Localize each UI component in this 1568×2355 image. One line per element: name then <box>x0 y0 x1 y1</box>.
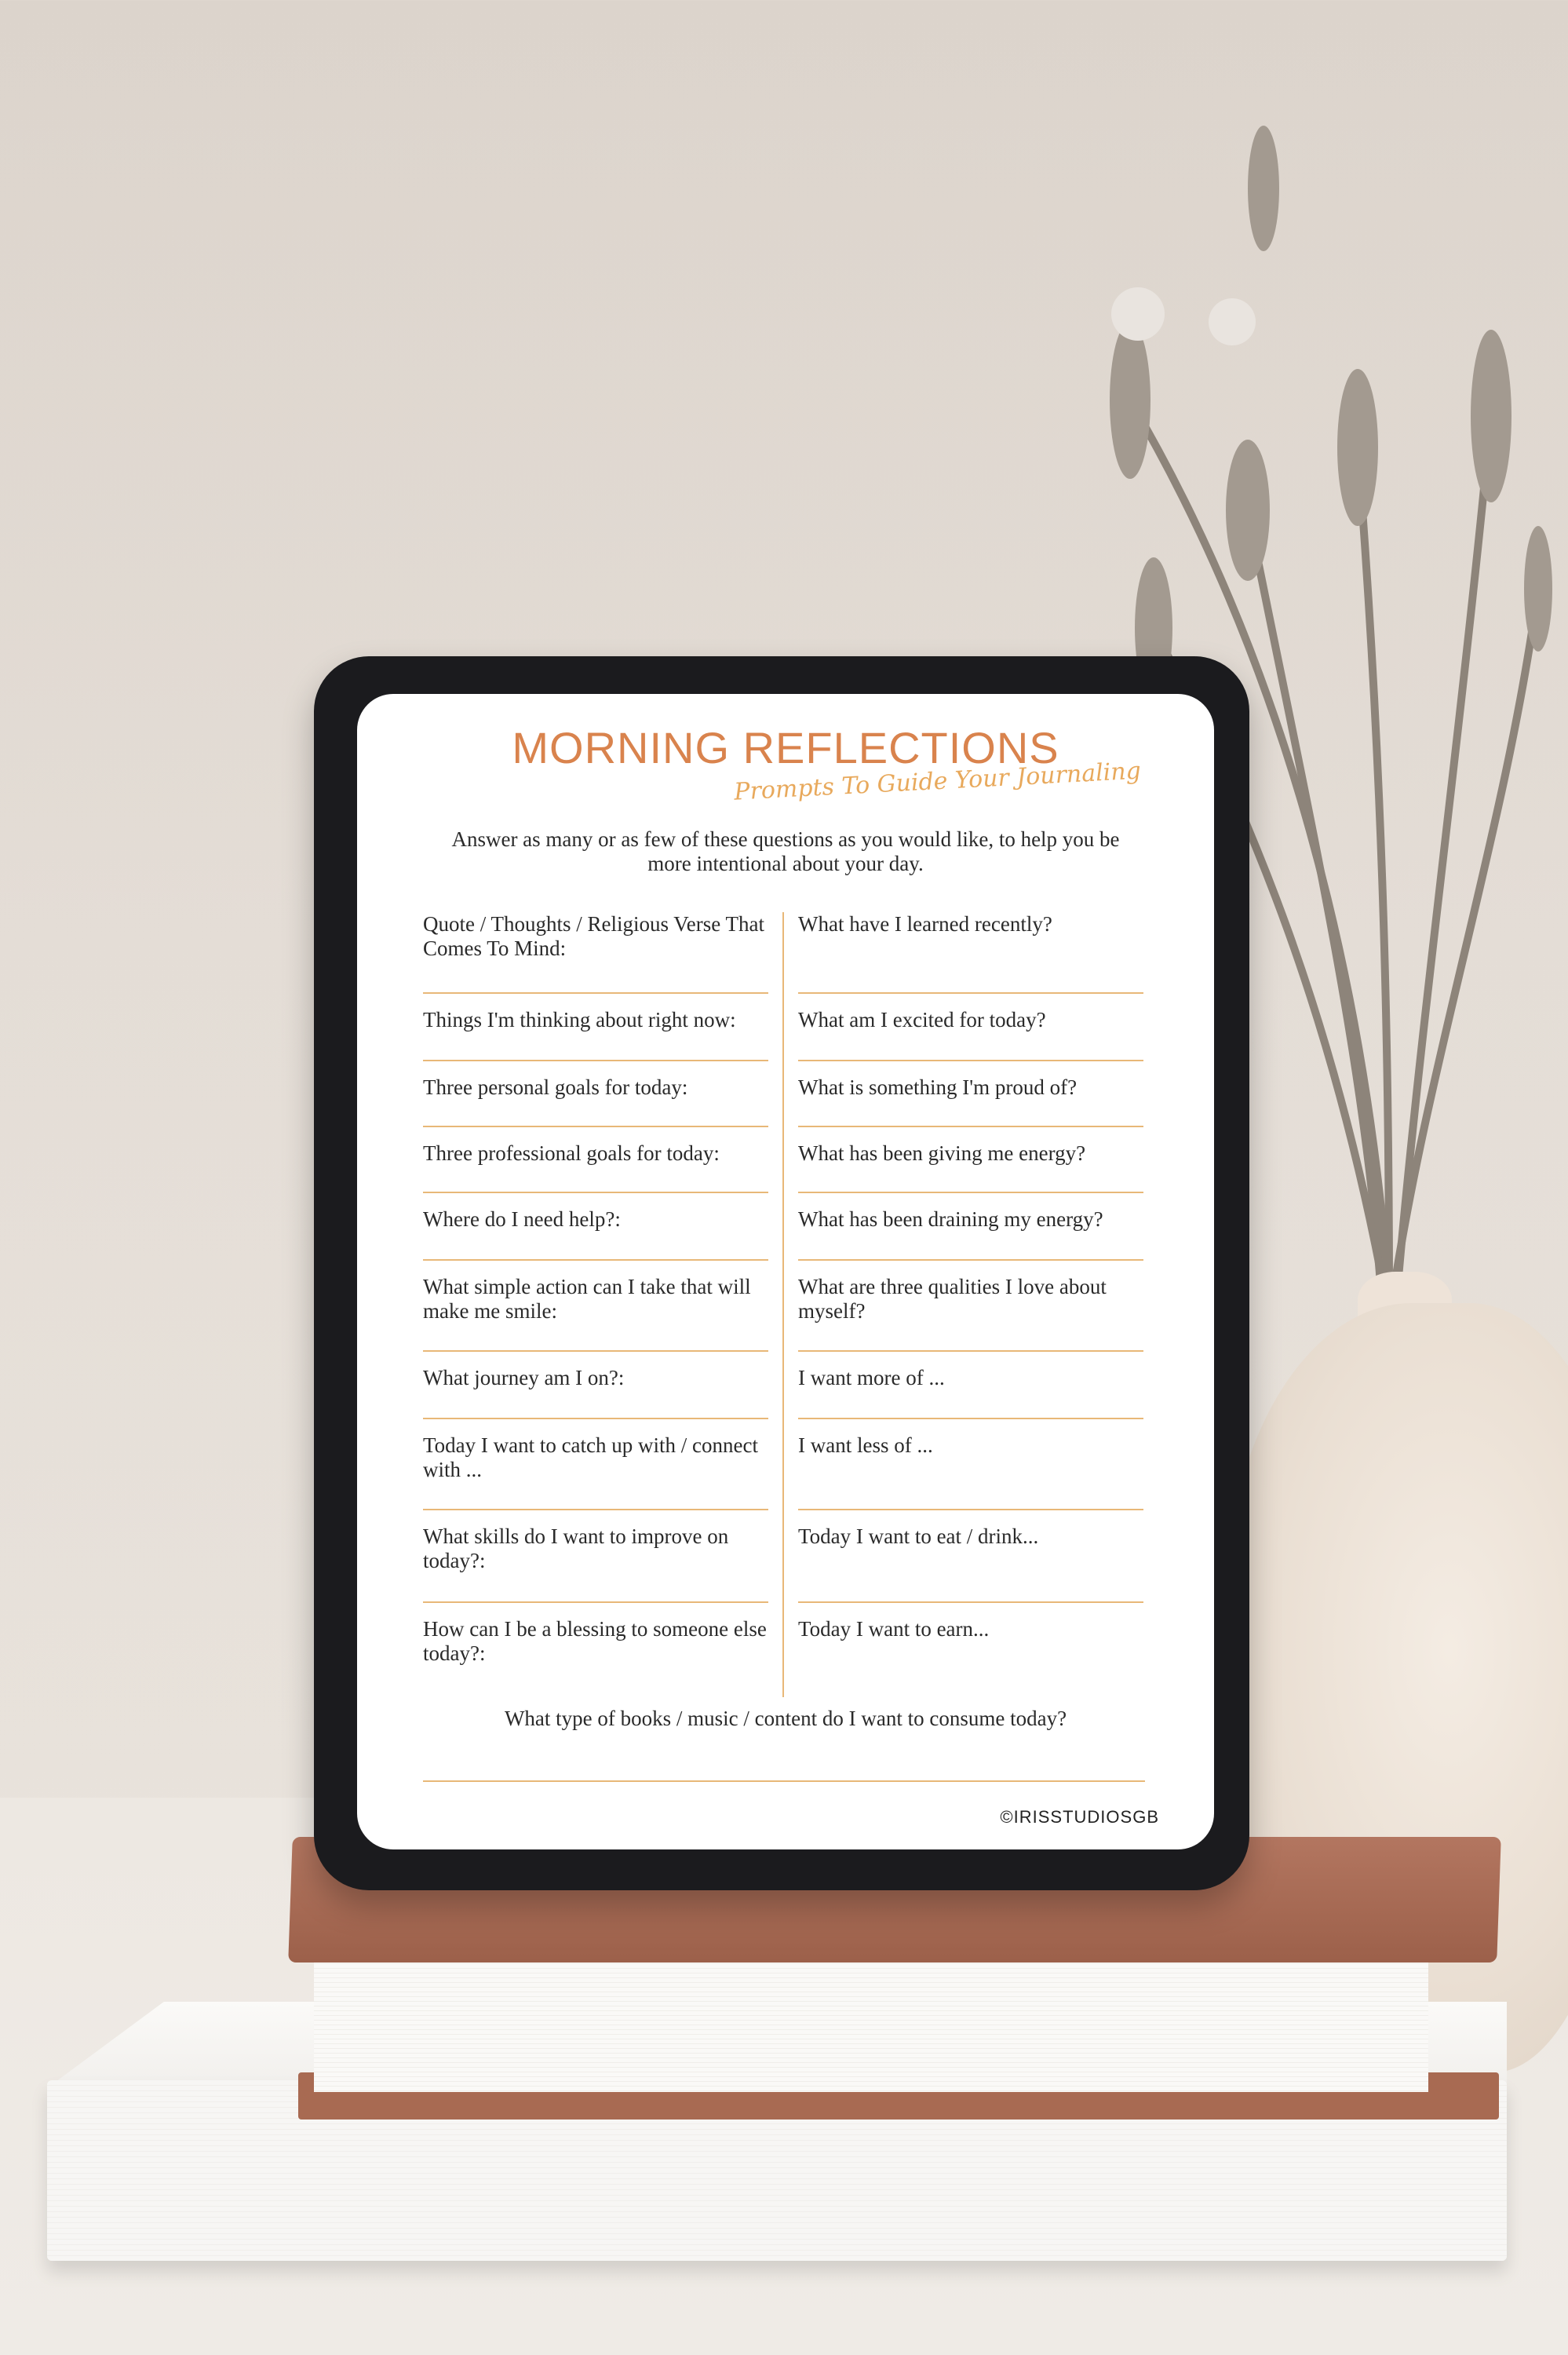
prompt-left-9: What skills do I want to improve on today?: <box>423 1524 729 1572</box>
column-divider <box>782 912 784 1697</box>
prompt-right-7: I want more of ... <box>798 1366 945 1389</box>
prompt-left-10: How can I be a blessing to someone else today?: <box>423 1617 767 1665</box>
answer-line[interactable] <box>798 1126 1143 1127</box>
tablet-screen <box>357 694 1214 1849</box>
prompt-left-4: Three professional goals for today: <box>423 1141 720 1165</box>
prompt-left-2: Things I'm thinking about right now: <box>423 1008 736 1031</box>
prompt-left-7: What journey am I on?: <box>423 1366 625 1389</box>
answer-line[interactable] <box>798 1350 1143 1352</box>
answer-line[interactable] <box>423 992 768 994</box>
prompt-right-8: I want less of ... <box>798 1433 933 1457</box>
answer-line[interactable] <box>798 1509 1143 1510</box>
answer-line[interactable] <box>423 1601 768 1603</box>
answer-line[interactable] <box>423 1780 1145 1782</box>
prompt-left-5: Where do I need help?: <box>423 1207 621 1231</box>
answer-line[interactable] <box>423 1350 768 1352</box>
answer-line[interactable] <box>798 1192 1143 1193</box>
answer-line[interactable] <box>798 1060 1143 1061</box>
bottom-prompt: What type of books / music / content do I want to consume today? <box>504 1707 1067 1730</box>
page-title: MORNING REFLECTIONS <box>512 723 1059 772</box>
prompt-left-6: What simple action can I take that will make me smile: <box>423 1275 751 1323</box>
prompt-right-10: Today I want to earn... <box>798 1617 990 1641</box>
answer-line[interactable] <box>423 1192 768 1193</box>
answer-line[interactable] <box>423 1509 768 1510</box>
answer-line[interactable] <box>423 1060 768 1061</box>
prompt-right-4: What has been giving me energy? <box>798 1141 1086 1165</box>
answer-line[interactable] <box>798 1601 1143 1603</box>
prompt-right-6: What are three qualities I love about myself? <box>798 1275 1107 1323</box>
prompt-right-9: Today I want to eat / drink... <box>798 1524 1039 1548</box>
prompt-left-1: Quote / Thoughts / Religious Verse That Comes To Mind: <box>423 912 764 960</box>
prompt-right-3: What is something I'm proud of? <box>798 1075 1078 1099</box>
intro-text: Answer as many or as few of these questions as you would like, to help you be more intentional about your day. <box>451 827 1120 875</box>
prompt-right-1: What have I learned recently? <box>798 912 1052 936</box>
prompt-right-5: What has been draining my energy? <box>798 1207 1103 1231</box>
answer-line[interactable] <box>798 992 1143 994</box>
answer-line[interactable] <box>798 1259 1143 1261</box>
prompt-right-2: What am I excited for today? <box>798 1008 1046 1031</box>
answer-line[interactable] <box>423 1418 768 1419</box>
page-subtitle: Prompts To Guide Your Journaling <box>733 757 1142 806</box>
answer-line[interactable] <box>423 1259 768 1261</box>
copyright-text: ©IRISSTUDIOSGB <box>1000 1807 1159 1827</box>
answer-line[interactable] <box>798 1418 1143 1419</box>
prompt-left-3: Three personal goals for today: <box>423 1075 688 1099</box>
answer-line[interactable] <box>423 1126 768 1127</box>
prompt-left-8: Today I want to catch up with / connect with ... <box>423 1433 758 1481</box>
book-brown-pages <box>314 1955 1428 2092</box>
